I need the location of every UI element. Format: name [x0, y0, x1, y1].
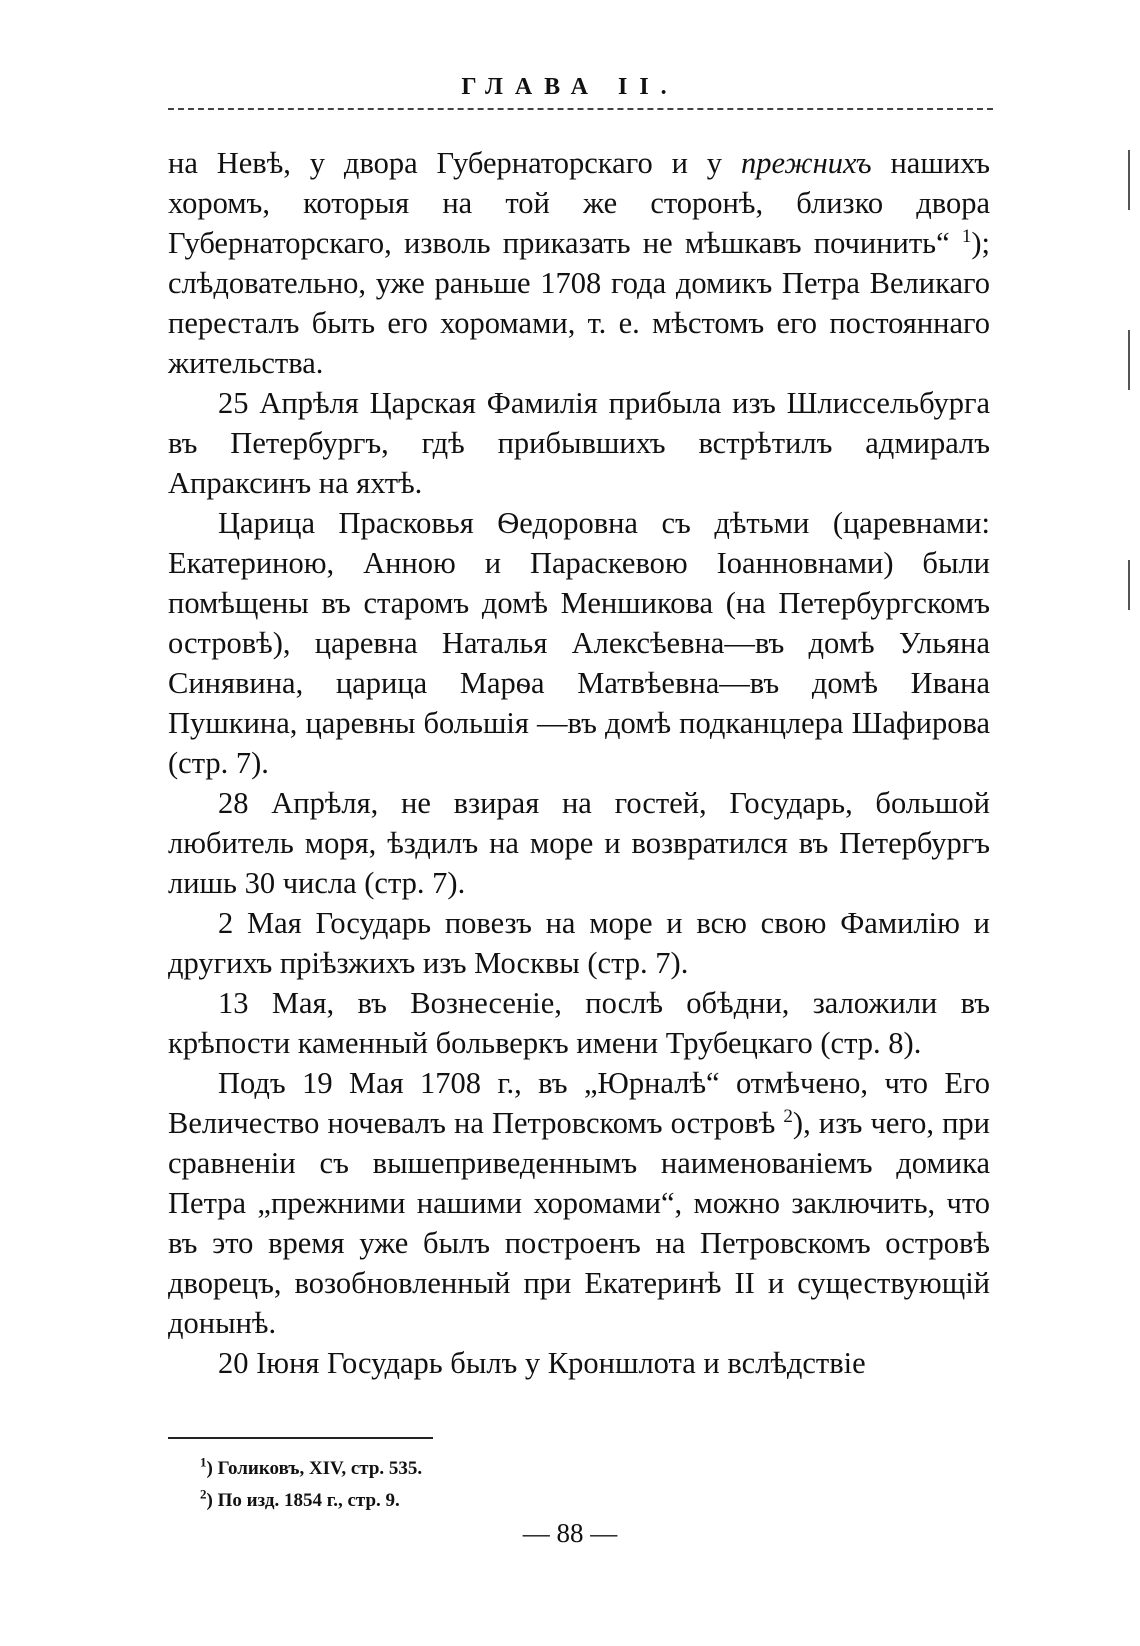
scan-margin-mark — [1128, 330, 1130, 390]
footnote-mark: 1 — [200, 1454, 207, 1470]
text-run: 25 Апрѣля Царская Фамилія прибыла изъ Шлиссельбурга въ Петербургъ, гдѣ прибывшихъ встрѣтилъ адмиралъ Апраксинъ на яхтѣ. — [168, 386, 990, 500]
footnote-ref-2: 2 — [783, 1105, 793, 1127]
text-run: Царица Прасковья Ѳедоровна съ дѣтьми (царевнами: Екатериною, Анною и Параскевою Іоанновнами) были помѣщены въ старомъ домѣ Меншикова (на Петербургскомъ островѣ), царевна Наталья Алексѣевна—въ домѣ Ульяна Синявина, царица Марѳа Матвѣевна—въ домѣ Ивана Пушкина, царевны большія —въ домѣ подканцлера Шафирова (стр. 7). — [168, 506, 990, 780]
paragraph-5 — [168, 903, 990, 983]
footnote-2 — [200, 1485, 422, 1517]
header-rule — [168, 108, 993, 110]
paragraph-8 — [168, 1343, 990, 1383]
text-run: нашихъ хоромъ, которыя на той же сторонѣ, близко двора Губернаторскаго, изволь приказать не мѣшкавъ починить“ — [168, 146, 991, 260]
page-number: — 88 — — [522, 1518, 618, 1548]
footnotes — [200, 1453, 422, 1517]
text-run: ), изъ чего, при сравненіи съ вышеприведеннымъ наименованіемъ домика Петра „прежними нашими хоромами“, можно заключить, что въ это время уже былъ построенъ на Петровскомъ островѣ дворецъ, возобновленный при Екатеринѣ II и существующій донынѣ. — [168, 1106, 990, 1340]
chapter-header: ГЛАВА II. — [461, 74, 679, 100]
footnote-text: ) Голиковъ, XIV, стр. 535. — [206, 1458, 423, 1479]
text-run: 28 Апрѣля, не взирая на гостей, Государь, большой любитель моря, ѣздилъ на море и возвратился въ Петербургъ лишь 30 числа (стр. 7). — [168, 786, 990, 900]
footnote-mark: 2 — [200, 1486, 207, 1502]
paragraph-7 — [168, 1063, 990, 1343]
footnote-text: ) По изд. 1854 г., стр. 9. — [206, 1490, 400, 1511]
text-run: Подъ 19 Мая 1708 г., въ „Юрналѣ“ отмѣчено, что Его Величество ночевалъ на Петровскомъ островѣ — [168, 1066, 990, 1140]
paragraph-3 — [168, 503, 990, 783]
scan-margin-mark — [1128, 150, 1130, 210]
text-run: 20 Іюня Государь былъ у Кроншлота и вслѣдствіе — [218, 1346, 866, 1380]
scan-margin-mark — [1128, 560, 1130, 610]
footnote-rule — [168, 1437, 433, 1439]
paragraph-6 — [168, 983, 990, 1063]
text-run: ); слѣдовательно, уже раньше 1708 года домикъ Петра Великаго пересталъ быть его хоромами, т. е. мѣстомъ его постояннаго жительства. — [168, 226, 990, 380]
paragraph-1 — [168, 143, 990, 383]
paragraph-2 — [168, 383, 990, 503]
text-run: 2 Мая Государь повезъ на море и всю свою Фамилію и другихъ пріѣзжихъ изъ Москвы (стр. 7). — [168, 906, 990, 980]
main-text — [168, 143, 990, 1383]
italic-word: прежнихъ — [740, 146, 872, 180]
text-run: на Невѣ, у двора Губернаторскаго и у — [168, 146, 741, 180]
footnote-ref-1: 1 — [961, 225, 972, 247]
footnote-1 — [200, 1453, 422, 1485]
text-run: 13 Мая, въ Вознесеніе, послѣ обѣдни, заложили въ крѣпости каменный больверкъ имени Трубецкаго (стр. 8). — [168, 986, 990, 1060]
paragraph-4 — [168, 783, 990, 903]
